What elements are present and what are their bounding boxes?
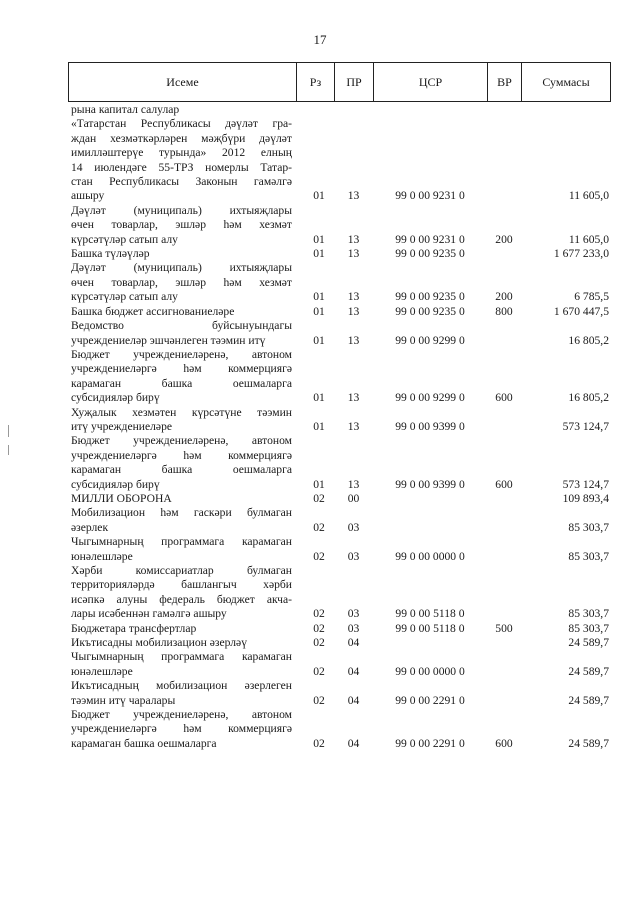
row-rz: 02: [313, 607, 325, 621]
row-rz: 02: [313, 520, 325, 534]
row-csr: 99 0 00 9299 0: [395, 391, 465, 405]
row-pr: 13: [347, 232, 360, 246]
row-name: [68, 434, 296, 492]
table-row: [68, 564, 611, 622]
row-csr: 99 0 00 5118 0: [395, 607, 465, 621]
row-name-line: Чыгымнарның программага карамаган: [71, 535, 292, 549]
row-rz: 01: [313, 304, 325, 318]
row-name-line: учреждениеләр эшчәнлеген тәэмин итү: [71, 333, 266, 347]
row-name-line: субсидияләр бирү: [71, 477, 160, 491]
row-pr: 04: [347, 664, 360, 678]
table-row: [68, 204, 611, 247]
row-name-line: Икътисадның мобилизацион әзерлеген: [71, 679, 292, 693]
row-vr: 500: [495, 621, 513, 635]
row-name-line: «Татарстан Республикасы дәүләт гра-: [71, 117, 292, 131]
row-sum: 1 670 447,5: [553, 304, 609, 318]
header-vr: ВР: [488, 63, 522, 101]
row-pr: 03: [347, 621, 360, 635]
row-pr: 04: [347, 636, 360, 650]
row-name-line: лары исәбеннән гамәлгә ашыру: [71, 607, 227, 621]
table-row: [68, 434, 611, 492]
row-name-line: ашыру: [71, 189, 105, 203]
row-sum: 6 785,5: [574, 290, 609, 304]
row-pr: 00: [347, 491, 360, 505]
row-name-line: учреждениеләргә һәм коммерциягә: [71, 722, 292, 736]
row-csr: 99 0 00 9399 0: [395, 419, 465, 433]
row-name-line: Бюджет учреждениеләренә, автоном: [71, 347, 292, 361]
row-name-line: Хуҗалык хезмәтен күрсәтүне тәэмин: [71, 405, 292, 419]
row-name: [68, 204, 296, 247]
row-sum: 85 303,7: [568, 621, 609, 635]
row-csr: 99 0 00 5118 0: [395, 621, 465, 635]
row-csr: 99 0 00 9235 0: [395, 290, 465, 304]
row-sum: 24 589,7: [568, 636, 609, 650]
row-sum: 16 805,2: [568, 391, 609, 405]
row-name: [68, 348, 296, 406]
row-pr: 13: [347, 247, 360, 261]
row-pr: 13: [347, 391, 360, 405]
row-name-line: Хәрби комиссариатлар булмаган: [71, 564, 292, 577]
row-pr: 03: [347, 520, 360, 534]
table-row: [68, 636, 611, 650]
row-name: [68, 506, 296, 535]
row-name: [68, 406, 296, 435]
row-sum: 573 124,7: [562, 419, 609, 433]
row-name: [68, 535, 296, 564]
row-pr: 04: [347, 736, 360, 750]
table-row: [68, 506, 611, 535]
row-name: [68, 650, 296, 679]
row-rz: 02: [313, 664, 325, 678]
row-pr: 03: [347, 549, 360, 563]
header-pr: ПР: [335, 63, 374, 101]
row-csr: 99 0 00 2291 0: [395, 693, 465, 707]
row-sum: 24 589,7: [568, 664, 609, 678]
row-pr: 13: [347, 477, 360, 491]
row-pr: 13: [347, 419, 360, 433]
row-rz: 02: [313, 636, 325, 650]
row-vr: 600: [495, 477, 513, 491]
row-rz: 01: [313, 189, 325, 203]
table-header: [68, 62, 611, 102]
row-name-line: Дәүләт (муниципаль) ихтыяҗлары: [71, 261, 292, 275]
row-csr: 99 0 00 9299 0: [395, 333, 465, 347]
row-rz: 01: [313, 247, 325, 261]
row-name-line: күрсәтүләр сатып алу: [71, 232, 178, 246]
row-sum: 85 303,7: [568, 549, 609, 563]
row-name-line: өчен товарлар, эшләр һәм хезмәт: [71, 275, 292, 289]
row-csr: 99 0 00 0000 0: [395, 549, 465, 563]
row-name: [68, 319, 296, 348]
row-csr: 99 0 00 9231 0: [395, 189, 465, 203]
row-name: [68, 261, 296, 304]
margin-mark: [8, 445, 9, 455]
row-csr: 99 0 00 9231 0: [395, 232, 465, 246]
table-row: [68, 103, 611, 117]
row-rz: 02: [313, 693, 325, 707]
row-name: [68, 622, 296, 636]
row-pr: 13: [347, 290, 360, 304]
row-name-line: МИЛЛИ ОБОРОНА: [71, 491, 172, 505]
row-name-line: Бюджетара трансфертлар: [71, 621, 197, 635]
row-name-line: 14 июлендәге 55-ТРЗ номерлы Татар-: [71, 160, 292, 174]
row-name-line: тәэмин итү чаралары: [71, 693, 176, 707]
row-vr: 200: [495, 232, 513, 246]
row-name-line: карамаган башка оешмаларга: [71, 463, 292, 477]
table-row: [68, 535, 611, 564]
row-rz: 01: [313, 290, 325, 304]
row-rz: 01: [313, 333, 325, 347]
row-name-line: территорияләрдә башлангыч хәрби: [71, 578, 292, 592]
row-name-line: ждан хезмәткәрләрен мәҗбүри дәүләт: [71, 131, 292, 145]
row-pr: 04: [347, 693, 360, 707]
row-name-line: Мобилизацион һәм гаскәри булмаган: [71, 506, 292, 520]
row-csr: 99 0 00 2291 0: [395, 736, 465, 750]
margin-mark: [8, 425, 9, 437]
row-sum: 1 677 233,0: [553, 247, 609, 261]
row-name-line: учреждениеләргә һәм коммерциягә: [71, 362, 292, 376]
row-name-line: Ведомство буйсынуындагы: [71, 319, 292, 333]
row-name-line: имилләштерүе турында» 2012 елның: [71, 146, 292, 160]
table-row: [68, 348, 611, 406]
row-sum: 573 124,7: [562, 477, 609, 491]
row-rz: 02: [313, 549, 325, 563]
row-sum: 85 303,7: [568, 520, 609, 534]
page-number: 17: [313, 32, 327, 47]
row-pr: 13: [347, 189, 360, 203]
row-rz: 02: [313, 736, 325, 750]
row-name-line: юнәлешләре: [71, 664, 133, 678]
row-name-line: итү учреждениеләре: [71, 419, 173, 433]
row-name-line: Башка түләүләр: [71, 247, 150, 261]
row-rz: 01: [313, 419, 325, 433]
row-sum: 85 303,7: [568, 607, 609, 621]
row-vr: 800: [495, 304, 513, 318]
row-rz: 01: [313, 391, 325, 405]
row-name-line: Бюджет учреждениеләренә, автоном: [71, 708, 292, 722]
row-pr: 13: [347, 304, 360, 318]
row-sum: 24 589,7: [568, 736, 609, 750]
table-row: [68, 708, 611, 751]
row-rz: 02: [313, 491, 325, 505]
row-sum: 24 589,7: [568, 693, 609, 707]
table-row: [68, 406, 611, 435]
row-name: [68, 247, 296, 261]
row-name: [68, 679, 296, 708]
row-name: [68, 305, 296, 319]
row-name-line: өчен товарлар, эшләр һәм хезмәт: [71, 218, 292, 232]
row-name-line: учреждениеләргә һәм коммерциягә: [71, 448, 292, 462]
row-name-line: карамаган башка оешмаларга: [71, 736, 217, 750]
table-row: [68, 492, 611, 506]
row-pr: 03: [347, 607, 360, 621]
row-name-line: әзерлек: [71, 520, 109, 534]
table-row: [68, 650, 611, 679]
row-sum: 109 893,4: [562, 491, 609, 505]
row-name-line: карамаган башка оешмаларга: [71, 376, 292, 390]
row-name-line: Бюджет учреждениеләренә, автоном: [71, 434, 292, 448]
row-name-line: субсидияләр бирү: [71, 391, 160, 405]
table-row: [68, 679, 611, 708]
table-row: [68, 117, 611, 203]
header-csr: ЦСР: [374, 63, 488, 101]
row-name: [68, 103, 296, 117]
table-row: [68, 261, 611, 304]
row-name: [68, 492, 296, 506]
row-sum: 16 805,2: [568, 333, 609, 347]
table-row: [68, 247, 611, 261]
row-rz: 02: [313, 621, 325, 635]
row-name-line: стан Республикасы Законын гамәлгә: [71, 175, 292, 189]
row-name: [68, 636, 296, 650]
table-row: [68, 305, 611, 319]
row-csr: 99 0 00 0000 0: [395, 664, 465, 678]
row-pr: 13: [347, 333, 360, 347]
row-csr: 99 0 00 9235 0: [395, 304, 465, 318]
row-name-line: Башка бюджет ассигнованиеләре: [71, 304, 235, 318]
table-row: [68, 319, 611, 348]
row-sum: 11 605,0: [568, 189, 609, 203]
row-name: [68, 117, 296, 203]
row-name-line: Чыгымнарның программага карамаган: [71, 650, 292, 664]
row-name-line: юнәлешләре: [71, 549, 133, 563]
row-name-line: рына капитал салулар: [71, 103, 180, 116]
row-vr: 600: [495, 736, 513, 750]
header-rz: Рз: [297, 63, 335, 101]
row-name-line: күрсәтүләр сатып алу: [71, 290, 178, 304]
row-sum: 11 605,0: [568, 232, 609, 246]
row-csr: 99 0 00 9235 0: [395, 247, 465, 261]
row-name-line: Дәүләт (муниципаль) ихтыяҗлары: [71, 203, 292, 217]
row-rz: 01: [313, 477, 325, 491]
header-name: Исеме: [69, 63, 297, 101]
row-name-line: исәпкә алуны федераль бюджет акча-: [71, 592, 292, 606]
row-name: [68, 564, 296, 622]
header-sum: Суммасы: [542, 74, 590, 89]
table-body: [68, 103, 611, 751]
row-vr: 600: [495, 391, 513, 405]
row-name: [68, 708, 296, 751]
row-name-line: Икътисадны мобилизацион әзерләү: [71, 636, 248, 650]
row-csr: 99 0 00 9399 0: [395, 477, 465, 491]
row-rz: 01: [313, 232, 325, 246]
table-row: [68, 622, 611, 636]
row-vr: 200: [495, 290, 513, 304]
